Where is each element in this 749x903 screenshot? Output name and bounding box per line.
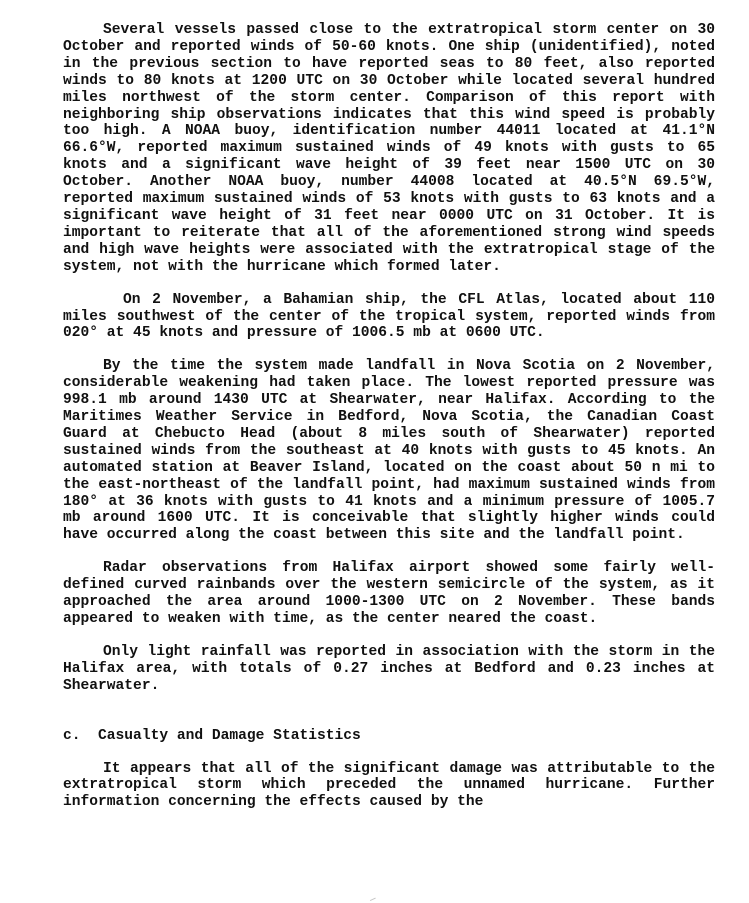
paragraph-radar-observations: Radar observations from Halifax airport showed some fairly well-defined curved rainbands over the western semicircle of the system, as it approached the area around 1000-1300 UTC on 2 November. These bands appeared to weaken with time, as the center neared the coast. [63,560,715,627]
paragraph-bahamian-ship-text-before: On 2 November, a Bahamian ship, the [123,291,447,308]
paragraph-landfall-observations: By the time the system made landfall in Nova Scotia on 2 November, considerable weakening had taken place. The lowest reported pressure was 998.1 mb around 1430 UTC at Shearwater, near Halifax. According to the Maritimes Weather Service in Bedford, Nova Scotia, the Canadian Coast Guard at Chebucto Head (about 8 miles south of Shearwater) reported sustained winds from the southeast at 40 knots with gusts to 45 knots. An automated station at Beaver Island, located on the coast about 50 n mi to the east-northeast of the landfall point, had maximum sustained winds from 180° at 36 knots with gusts to 41 knots and a minimum pressure of 1005.7 mb around 1600 UTC. It is conceivable that slightly higher winds could have occurred along the coast between this site and the landfall point. [63,358,715,544]
paragraph-vessel-reports: Several vessels passed close to the extratropical storm center on 30 October and reported winds of 50-60 knots. One ship (unidentified), noted in the previous section to have reported seas to 80 feet, also reported winds to 80 knots at 1200 UTC on 30 October while located several hundred miles northwest of the storm center. Comparison of this report with neighboring ship observations indicates that this wind speed is probably too high. A NOAA buoy, identification number 44011 located at 41.1°N 66.6°W, reported maximum sustained winds of 49 knots with gusts to 65 knots and a significant wave height of 39 feet near 1500 UTC on 30 October. Another NOAA buoy, number 44008 located at 40.5°N 69.5°W, reported maximum sustained winds of 53 knots with gusts to 63 knots and a significant wave height of 31 feet near 0000 UTC on 31 October. It is important to reiterate that all of the aforementioned strong wind speeds and high wave heights were associated with the extratropical stage of the system, not with the hurricane which formed later. [63,22,715,275]
paragraph-bahamian-ship [63,292,715,343]
paragraph-bahamian-ship-text-after: , located about 110 miles southwest of the center of the tropical system, reported winds from 020° at 45 knots and pressure of 1006.5 mb at 0600 UTC. [63,291,715,342]
ship-name-cfl-atlas: CFL Atlas [458,291,540,308]
scan-artifact-mark [368,894,376,901]
paragraph-damage-statistics: It appears that all of the significant damage was attributable to the extratropical storm which preceded the unnamed hurricane. Further information concerning the effects caused by the [63,760,715,811]
section-heading-casualty-damage: c. Casualty and Damage Statistics [63,727,361,744]
paragraph-rainfall-totals: Only light rainfall was reported in association with the storm in the Halifax area, with totals of 0.27 inches at Bedford and 0.23 inches at Shearwater. [63,643,715,694]
document-page [63,22,715,811]
